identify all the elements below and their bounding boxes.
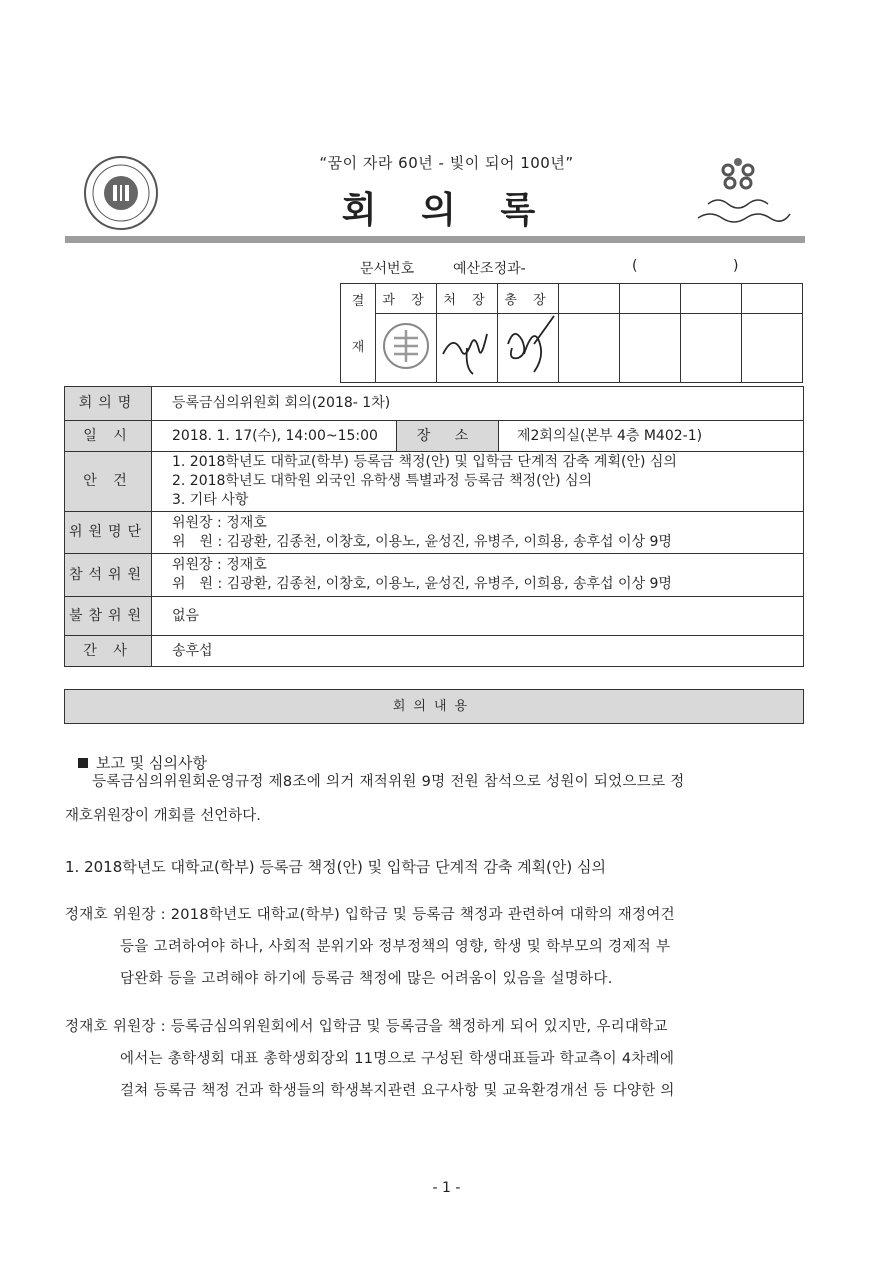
agenda-item: 3. 기타 사항 — [172, 492, 249, 508]
handwritten-signature — [498, 314, 558, 378]
speech-2-line-3: 걸쳐 등록금 책정 건과 학생들의 학생복지관련 요구사항 및 교육환경개선 등 다양한 의 — [120, 1083, 675, 1099]
approval-header-president: 총 장 — [498, 284, 559, 314]
agenda-item: 2. 2018학년도 대학원 외국인 유학생 특별과정 등록금 책정(안) 심의 — [172, 473, 593, 489]
document-number-paren-close: ) — [733, 258, 739, 274]
speech-1-line-1: 정재호 위원장 : 2018학년도 대학교(학부) 입학금 및 등록금 책정과 관련하여 대학의 재정여건 — [65, 907, 675, 923]
agenda-item: 1. 2018학년도 대학교(학부) 등록금 책정(안) 및 입학금 단계적 감축 계획(안) 심의 — [172, 454, 677, 470]
intro-line-2: 재호위원장이 개회를 선언하다. — [65, 808, 261, 824]
intro-line-1: 등록금심의위원회운영규정 제8조에 의거 재적위원 9명 전원 참석으로 성원이 되었으므로 정 — [92, 774, 685, 790]
members-list: 위 원 : 김광환, 김종천, 이창호, 이용노, 윤성진, 유병주, 이희용, 송후섭 이상 9명 — [172, 533, 672, 550]
attendees-value — [152, 554, 804, 597]
approval-box — [340, 283, 803, 383]
datetime-value: 2018. 1. 17(수), 14:00~15:00 — [152, 421, 397, 452]
approval-signature-director — [437, 314, 498, 383]
attendees-label: 참석위원 — [65, 554, 152, 597]
approval-side-bottom: 재 — [351, 339, 365, 355]
agenda-list — [152, 452, 804, 512]
approval-signature-president — [498, 314, 559, 383]
place-label: 장 소 — [397, 421, 499, 452]
agenda-item-heading: 1. 2018학년도 대학교(학부) 등록금 책정(안) 및 입학금 단계적 감축 계획(안) 심의 — [65, 858, 607, 876]
absent-label: 불참위원 — [65, 597, 152, 636]
approval-empty-cell — [559, 314, 620, 383]
meeting-name-label: 회의명 — [65, 387, 152, 421]
meeting-info-table — [64, 386, 804, 667]
attendees-list: 위 원 : 김광환, 김종천, 이창호, 이용노, 윤성진, 유병주, 이희용, 송후섭 이상 9명 — [172, 576, 672, 592]
approval-header-empty — [620, 284, 681, 314]
approval-header-empty — [742, 284, 803, 314]
slogan: “꿈이 자라 60년 - 빛이 되어 100년” — [319, 154, 574, 172]
approval-header-director: 처 장 — [437, 284, 498, 314]
handwritten-signature — [437, 314, 497, 378]
approval-empty-cell — [681, 314, 742, 383]
approval-side-top: 결 — [351, 293, 365, 309]
datetime-label: 일 시 — [65, 421, 152, 452]
square-bullet-icon — [78, 758, 88, 768]
members-value — [152, 512, 804, 554]
members-label: 위원명단 — [65, 512, 152, 554]
approval-empty-cell — [620, 314, 681, 383]
page-number: - 1 - — [432, 1180, 461, 1196]
members-chair: 위원장 : 정재호 — [172, 514, 267, 531]
place-value: 제2회의실(본부 4층 M402-1) — [499, 421, 804, 452]
speech-2-line-1: 정재호 위원장 : 등록금심의위원회에서 입학금 및 등록금을 책정하게 되어 있지만, 우리대학교 — [65, 1019, 668, 1035]
section-heading — [78, 752, 207, 773]
header-divider — [65, 236, 805, 243]
secretary-label: 간 사 — [65, 636, 152, 667]
meeting-name-value: 등록금심의위원회 회의(2018- 1차) — [152, 387, 804, 421]
approval-header-section-chief: 과 장 — [376, 284, 437, 314]
approval-seal-stamp — [378, 318, 434, 374]
speech-2-line-2: 에서는 총학생회 대표 총학생회장외 11명으로 구성된 학생대표들과 학교측이 4차례에 — [120, 1051, 675, 1067]
document-number-label: 문서번호 — [360, 261, 415, 277]
approval-empty-cell — [742, 314, 803, 383]
approval-stamp-section-chief — [376, 314, 437, 383]
absent-value: 없음 — [152, 597, 804, 636]
document-number-value: 예산조정과- — [453, 261, 526, 277]
attendees-chair: 위원장 : 정재호 — [172, 557, 267, 573]
secretary-value: 송후섭 — [152, 636, 804, 667]
meeting-content-bar: 회의내용 — [64, 689, 804, 724]
document-number-paren-open: ( — [632, 258, 638, 274]
approval-side-label — [341, 284, 376, 383]
speech-1-line-3: 담완화 등을 고려해야 하기에 등록금 책정에 많은 어려움이 있음을 설명하다. — [120, 971, 613, 987]
agenda-label: 안 건 — [65, 452, 152, 512]
section-heading-text: 보고 및 심의사항 — [96, 754, 207, 772]
speech-1-line-2: 등을 고려하여야 하나, 사회적 분위기와 정부정책의 영향, 학생 및 학부모의 경제적 부 — [120, 939, 671, 955]
document-title: 회 의 록 — [341, 190, 552, 231]
approval-header-empty — [681, 284, 742, 314]
approval-header-empty — [559, 284, 620, 314]
